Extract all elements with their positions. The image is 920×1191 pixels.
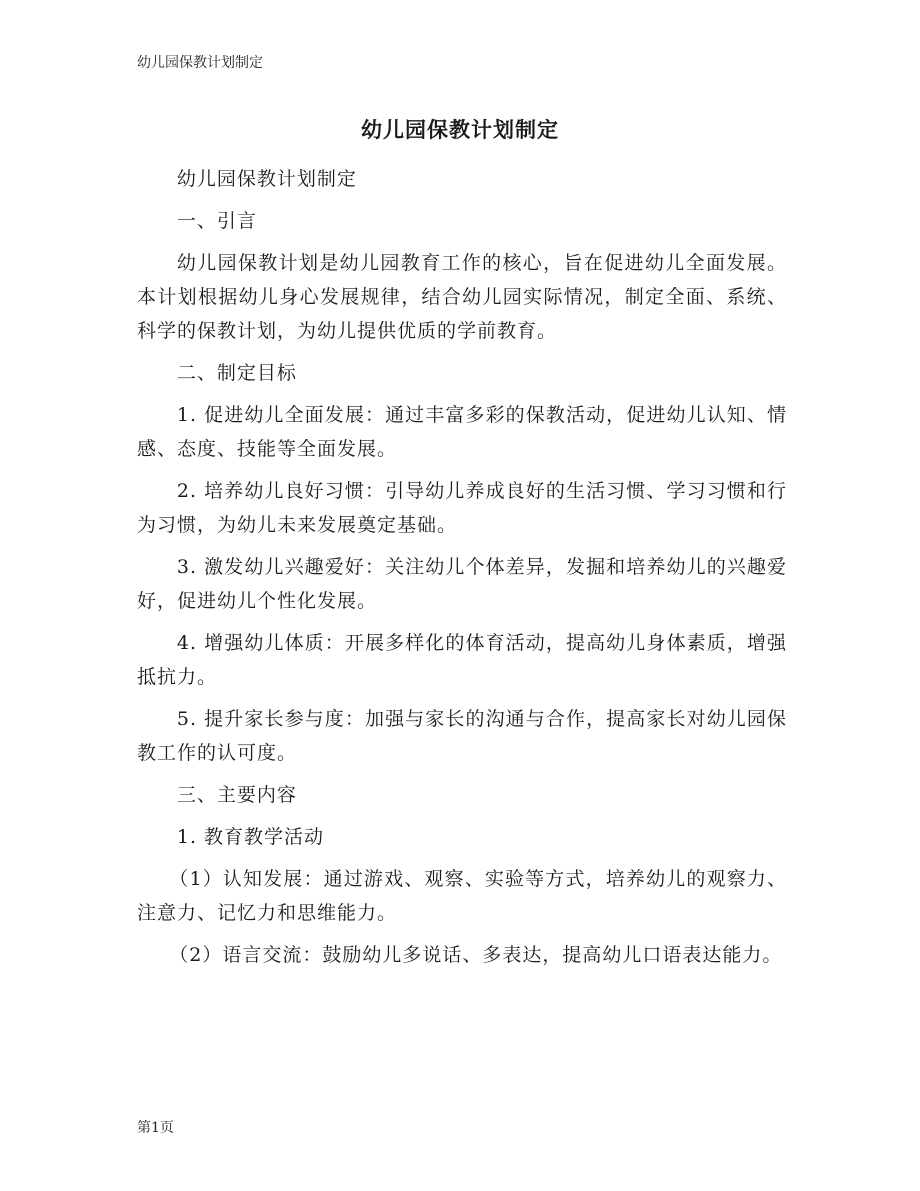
section-heading-goals: 二、制定目标 <box>176 362 297 384</box>
document-body <box>137 162 787 980</box>
goal-item-1: 1. 促进幼儿全面发展：通过丰富多彩的保教活动，促进幼儿认知、情感、态度、技能等全面发展。 <box>137 404 787 460</box>
paragraph-intro: 幼儿园保教计划是幼儿园教育工作的核心，旨在促进幼儿全面发展。本计划根据幼儿身心发展规律，结合幼儿园实际情况，制定全面、系统、科学的保教计划，为幼儿提供优质的学前教育。 <box>137 252 787 342</box>
goal-item-4: 4. 增强幼儿体质：开展多样化的体育活动，提高幼儿身体素质，增强抵抗力。 <box>137 632 787 688</box>
page-number: 第1页 <box>137 1120 174 1136</box>
section-heading-content: 三、主要内容 <box>176 784 297 806</box>
paragraph-doc-name: 幼儿园保教计划制定 <box>176 168 357 190</box>
goal-item-5: 5. 提升家长参与度：加强与家长的沟通与合作，提高家长对幼儿园保教工作的认可度。 <box>137 708 787 764</box>
section-heading-intro: 一、引言 <box>176 210 257 232</box>
content-item-1: 1. 教育教学活动 <box>176 826 325 848</box>
goal-item-2: 2. 培养幼儿良好习惯：引导幼儿养成良好的生活习惯、学习习惯和行为习惯，为幼儿未来发展奠定基础。 <box>137 480 787 536</box>
running-header: 幼儿园保教计划制定 <box>137 55 263 71</box>
document-title: 幼儿园保教计划制定 <box>361 118 559 142</box>
content-subitem-2: （2）语言交流：鼓励幼儿多说话、多表达，提高幼儿口语表达能力。 <box>169 944 783 966</box>
goal-item-3: 3. 激发幼儿兴趣爱好：关注幼儿个体差异，发掘和培养幼儿的兴趣爱好，促进幼儿个性化发展。 <box>137 556 787 612</box>
content-subitem-1: （1）认知发展：通过游戏、观察、实验等方式，培养幼儿的观察力、注意力、记忆力和思维能力。 <box>137 868 787 924</box>
